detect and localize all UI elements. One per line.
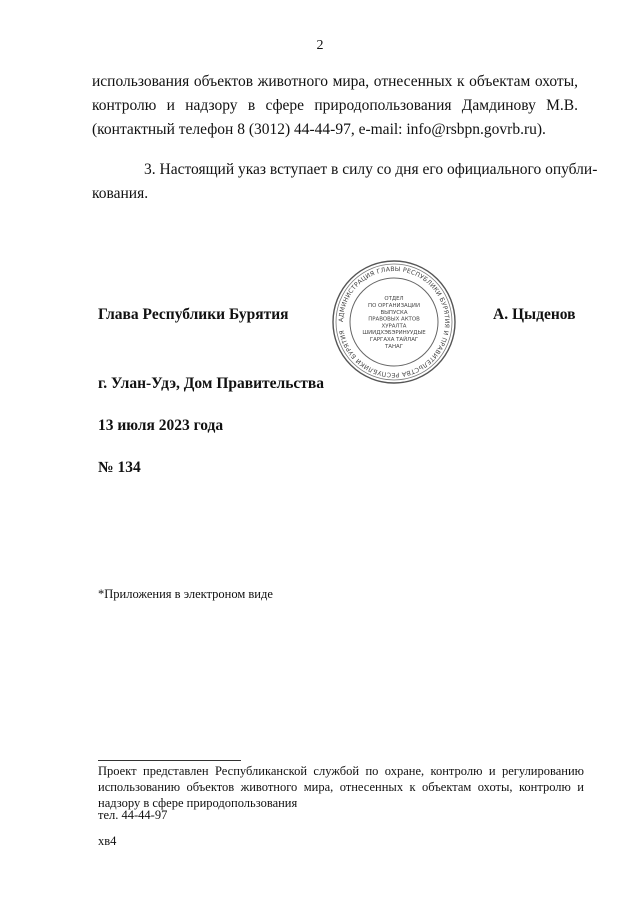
footnote-line: использованию объектов животного мира, отнесенных к объектам охоты, контролю и — [98, 780, 584, 794]
stamp-inner-line: ТАНАГ — [384, 343, 404, 350]
signer-title: Глава Республики Бурятия — [98, 306, 289, 323]
paragraph-line: кования. — [92, 185, 149, 202]
paragraph-line: контролю и надзору в сфере природопользования Дамдинову М.В. — [92, 97, 578, 114]
official-stamp — [330, 258, 458, 386]
signer-name: А. Цыденов — [493, 306, 576, 323]
stamp-inner-line: ОТДЕЛ — [384, 296, 404, 303]
footnote — [98, 763, 584, 811]
decree-number: № 134 — [98, 459, 141, 476]
paragraph-line: (контактный телефон 8 (3012) 44-44-97, e-mail: info@rsbpn.govrb.ru). — [92, 121, 546, 138]
footnote-phone: тел. 44-44-97 — [98, 808, 168, 822]
paragraph-line: 3. Настоящий указ вступает в силу со дня его официального опубли- — [144, 161, 598, 178]
stamp-inner-line: ПРАВОВЫХ АКТОВ — [368, 316, 420, 323]
stamp-inner-line: ШИИДХЭБЭРИНУУДЫЕ — [362, 330, 426, 337]
footnote-divider — [98, 760, 241, 761]
footnote-line: надзору в сфере природопользования — [98, 796, 298, 810]
stamp-graphic — [330, 258, 458, 386]
stamp-inner-line: ГАРГАХА ТАЙЛАГ — [369, 337, 419, 343]
paragraph-line: использования объектов животного мира, отнесенных к объектам охоты, — [92, 73, 578, 90]
document-code: хв4 — [98, 834, 117, 848]
appendix-note: *Приложения в электроном виде — [98, 587, 273, 601]
stamp-ring-text: АДМИНИСТРАЦИЯ ГЛАВЫ РЕСПУБЛИКИ БУРЯТИЯ И ПРАВИТЕЛЬСТВА РЕСПУБЛИКИ БУРЯТИЯ — [337, 265, 451, 379]
footnote-line: Проект представлен Республиканской службой по охране, контролю и регулированию — [98, 764, 584, 778]
signing-date: 13 июля 2023 года — [98, 417, 224, 434]
stamp-inner-line: ПО ОРГАНИЗАЦИИ — [368, 303, 420, 309]
stamp-inner-line: ХУРАЛТА — [381, 323, 407, 330]
paragraph-contact — [92, 70, 578, 142]
signing-place: г. Улан-Удэ, Дом Правительства — [98, 375, 325, 392]
paragraph-effective-date — [92, 158, 598, 206]
page-number: 2 — [316, 38, 324, 53]
stamp-inner-line: ВЫПУСКА — [380, 309, 408, 316]
